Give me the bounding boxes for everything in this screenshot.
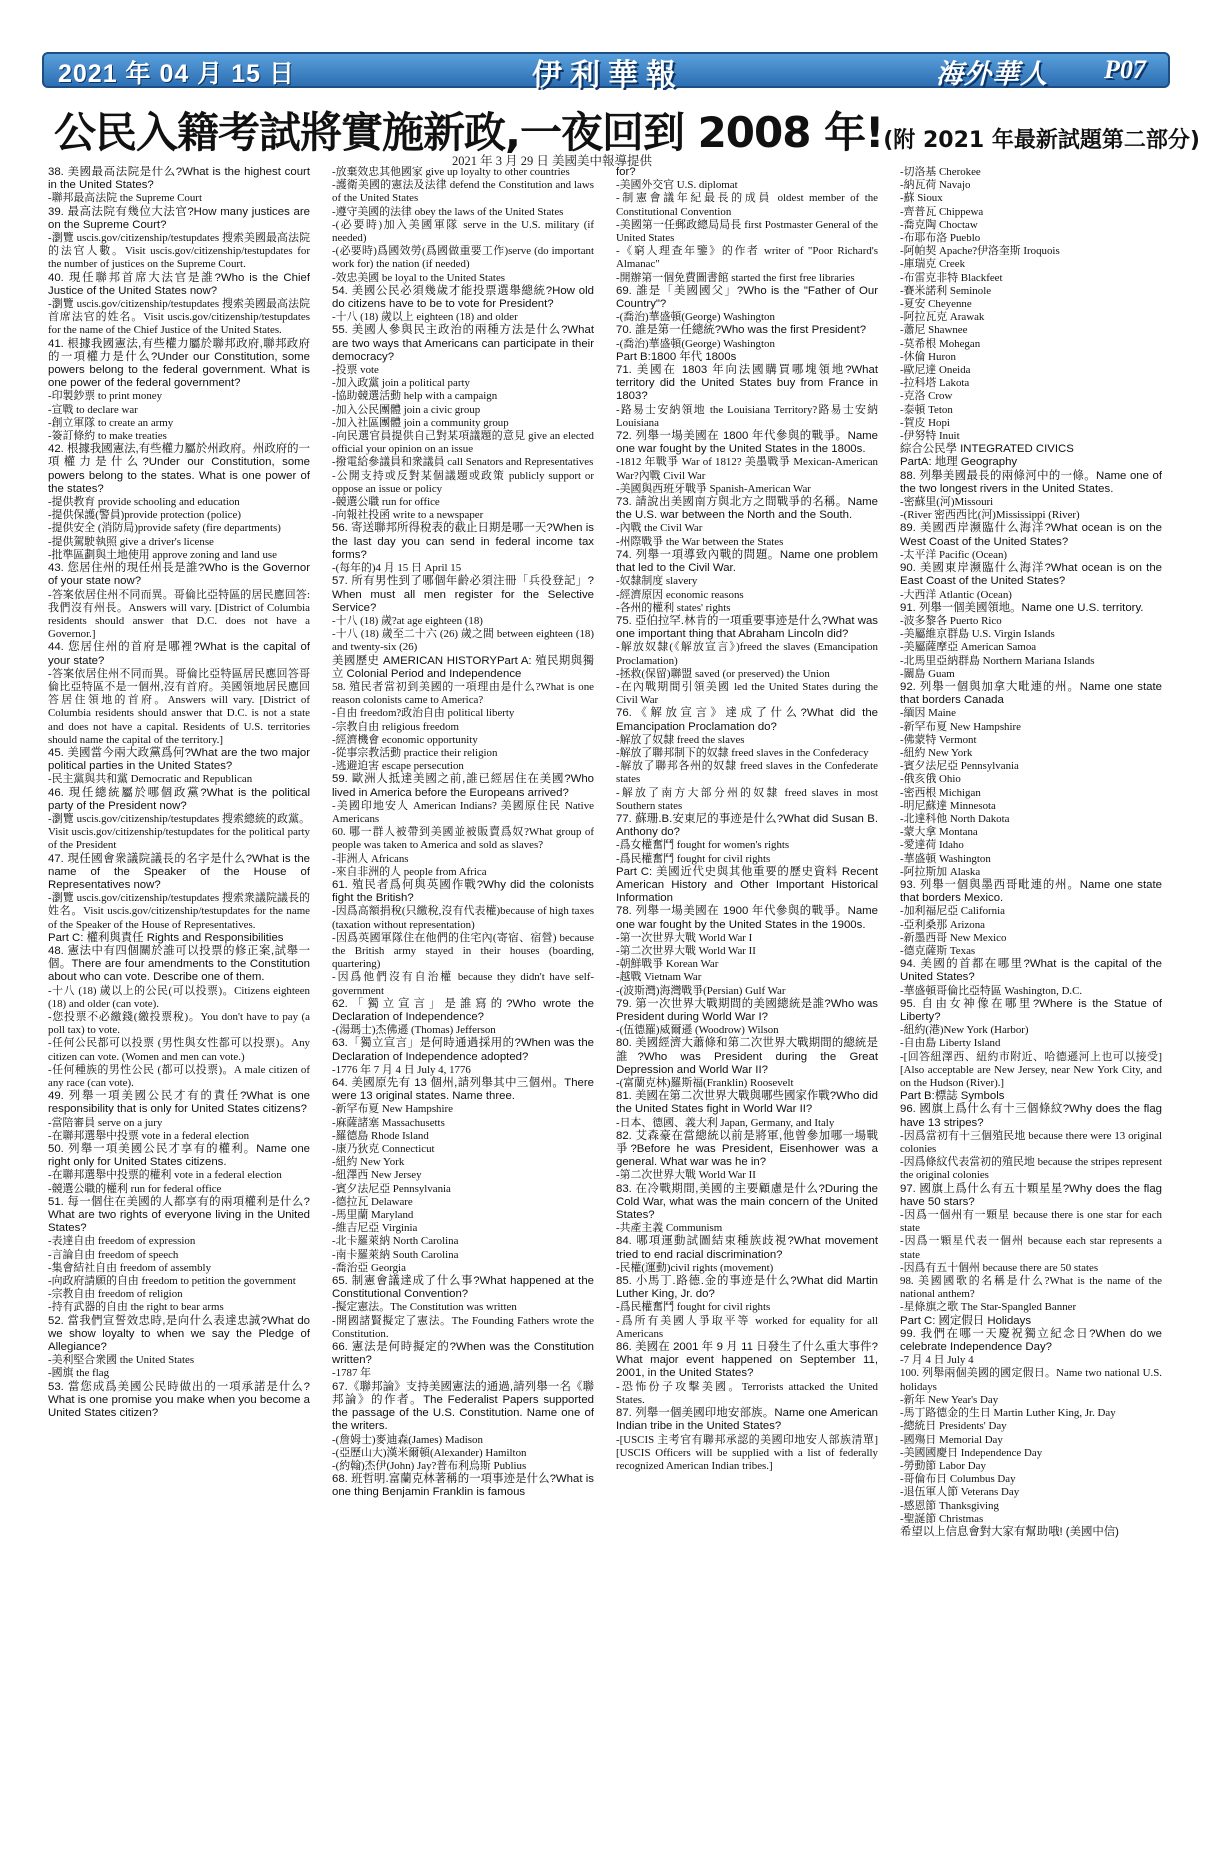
answer-text: -加入政黨 join a political party (332, 377, 470, 390)
answer-text: -賓夕法尼亞 Pennsylvania (900, 760, 1019, 773)
answer-text: -切洛基 Cherokee (900, 166, 981, 178)
answer-text: -表達自由 freedom of expression (48, 1235, 196, 1248)
answer-text: -阿拉瓦克 Arawak (900, 311, 985, 324)
answer-text: -在聯邦選舉中投票 vote in a federal election (48, 1129, 250, 1142)
answer-text: -布雷克非特 Blackfeet (900, 271, 1003, 284)
question-text: 84. 哪項運動試圖結束種族歧視?What movement tried to end racial discrimination? (616, 1235, 878, 1261)
column-4 (900, 166, 1162, 1856)
answer-text: -爲女權奮鬥 fought for women's rights (616, 839, 790, 852)
question-text: 93. 列舉一個與墨西哥毗連的州。Name one state that borders Mexico. (900, 878, 1162, 905)
answer-text: -第二次世界大戰 World War II (616, 1169, 756, 1182)
answer-text: -美國印地安人 American Indians? 美國原住民 Native Americans (332, 799, 594, 825)
answer-text: -逃避迫害 escape persecution (332, 760, 464, 773)
answer-text: -(喬治)華盛頓(George) Washington (616, 311, 775, 324)
question-text: 38. 美國最高法院是什么?What is the highest court in the United States? (48, 166, 310, 192)
question-text: 55. 美國人參與民主政治的兩種方法是什么?What are two ways that Americans can participate in their democracy? (332, 324, 594, 363)
column-1 (48, 166, 310, 1856)
section-heading: Part B:標誌 Symbols (900, 1090, 1005, 1103)
question-text: 45. 美國當今兩大政黨爲何?What are the two major political parties in the United States? (48, 746, 310, 773)
section-heading: Part B:1800 年代 1800s (616, 350, 737, 363)
answer-text: -康乃狄克 Connecticut (332, 1143, 435, 1156)
question-text: 67.《聯邦論》支持美國憲法的通過,請列舉一名《聯邦論》的作者。The Federalist Papers supported the passage of the U.S. Constitution. Name one of the writers. (332, 1380, 594, 1433)
answer-text: -聖誕節 Christmas (900, 1512, 984, 1525)
question-text: 92. 列舉一個與加拿大毗連的州。Name one state that borders Canada (900, 680, 1162, 707)
answer-text: -從事宗教活動 practice their religion (332, 746, 498, 759)
page-number: P07 (1104, 55, 1146, 84)
answer-text: -布耶布洛 Pueblo (900, 232, 981, 245)
answer-text: -當陪審員 serve on a jury (48, 1116, 163, 1129)
answer-text: -密蘇里(河)Missouri (900, 496, 994, 509)
answer-text: -華盛頓 Washington (900, 852, 991, 865)
question-text: 73. 請說出美國南方與北方之間戰爭的名稱。Name the U.S. war between the North and the South. (616, 496, 878, 522)
answer-text: -退伍軍人節 Veterans Day (900, 1486, 1020, 1499)
question-text: 97. 國旗上爲什么有五十顆星星?Why does the flag have 50 stars? (900, 1182, 1162, 1208)
answer-text: -投票 vote (332, 364, 379, 377)
question-text: 65. 制憲會議達成了什么事?What happened at the Constitutional Convention? (332, 1275, 594, 1301)
question-text: 63.「獨立宣言」是何時通過採用的?When was the Declaration of Independence adopted? (332, 1037, 594, 1063)
answer-text: -紐約(港)New York (Harbor) (900, 1024, 1029, 1037)
answer-text: -(湯瑪士)杰佛遜 (Thomas) Jefferson (332, 1024, 496, 1037)
question-text: 62.「獨立宣言」是誰寫的?Who wrote the Declaration of Independence? (332, 997, 594, 1023)
question-text: 40. 現任聯邦首席大法官是誰?Who is the Chief Justice of the United States now? (48, 271, 310, 297)
answer-text: 100. 列舉兩個美國的國定假日。Name two national U.S. holidays (900, 1367, 1162, 1393)
answer-text: -拯救(保留)聯盟 saved (or preserved) the Union (616, 667, 830, 680)
answer-text: -馬丁路德金的生日 Martin Luther King, Jr. Day (900, 1407, 1116, 1420)
answer-text: -制憲會議年紀最長的成員 oldest member of the Constitutional Convention (616, 192, 878, 218)
answer-text: -[USCIS 主考官有聯邦承認的美國印地安人部族清單][USCIS Officers will be supplied with a list of federally recognized American Indian tribes.] (616, 1433, 878, 1472)
answer-text: -提供安全 (消防局)provide safety (fire departments) (48, 522, 281, 535)
answer-text: -1776 年 7 月 4 日 July 4, 1776 (332, 1063, 471, 1076)
section-heading: 美國歷史 AMERICAN HISTORYPart A: 殖民期與獨立 Colonial Period and Independence (332, 654, 594, 680)
question-text: 88. 列舉美國最長的兩條河中的一條。Name one of the two longest rivers in the United States. (900, 469, 1162, 495)
answer-text: -內戰 the Civil War (616, 522, 703, 535)
answer-text: -德拉瓦 Delaware (332, 1195, 413, 1208)
answer-text: -(必要時)爲國效勞(爲國做重要工作)serve (do important work for) the nation (if needed) (332, 245, 594, 271)
answer-text: -(亞歷山大)漢米爾頓(Alexander) Hamilton (332, 1446, 527, 1459)
answer-text: -爲民權奮鬥 fought for civil rights (616, 1301, 771, 1314)
section-heading: PartA: 地理 Geography (900, 456, 1018, 469)
question-text: 86. 美國在 2001 年 9 月 11 日發生了什么重大事件?What major event happened on September 11, 2001, in the United States? (616, 1341, 878, 1380)
answer-text: -感恩節 Thanksgiving (900, 1499, 999, 1512)
answer-text: -勞動節 Labor Day (900, 1459, 986, 1472)
answer-text: -北達科他 North Dakota (900, 812, 1010, 825)
answer-text: -在內戰期間引領美國 led the United States during the Civil War (616, 680, 878, 707)
answer-text: -太平洋 Pacific (Ocean) (900, 548, 1008, 561)
answer-text: -國旗 the flag (48, 1367, 110, 1380)
question-text: 80. 美國經濟大蕭條和第二次世界大戰期間的總統是誰?Who was President during the Great Depression and World War II? (616, 1037, 878, 1076)
answer-text: -馬里蘭 Maryland (332, 1209, 414, 1222)
question-text: 49. 列舉一項美國公民才有的責任?What is one responsibility that is only for United States citizens? (48, 1090, 310, 1116)
answer-text: -奴隸制度 slavery (616, 575, 698, 588)
answer-text: -[回答紐澤西、紐約市附近、哈德遜河上也可以接受][Also acceptable are New Jersey, near New York City, and on the Hudson (River).] (900, 1050, 1162, 1090)
answer-text: -解放了奴隸 freed the slaves (616, 733, 745, 746)
answer-text: -因爲條紋代表當初的殖民地 because the stripes represent the original colonies (900, 1156, 1162, 1182)
answer-text: -美國與西班牙戰爭 Spanish-American War (616, 482, 811, 495)
answer-text: -印製鈔票 to print money (48, 390, 163, 403)
answer-text: -關島 Guam (900, 667, 955, 680)
question-text: 56. 寄送聯邦所得稅表的截止日期是哪一天?When is the last day you can send in federal income tax forms? (332, 522, 594, 561)
answer-text: -華盛頓哥倫比亞特區 Washington, D.C. (900, 984, 1083, 997)
answer-text: -美屬維京群島 U.S. Virgin Islands (900, 628, 1055, 641)
question-text: 42. 根據我國憲法,有些權力屬於州政府。州政府的一項權力是什么?Under our Constitution, some powers belong to the states. What is one power of the states? (48, 443, 310, 495)
question-text: 77. 蘇珊.B.安東尼的事迹是什么?What did Susan B. Anthony do? (616, 812, 878, 839)
section-heading: Part C: 權利與責任 Rights and Responsibilities (48, 931, 284, 944)
question-text: 57. 所有男性到了哪個年齡必須注冊「兵役登記」?When must all men register for the Selective Service? (332, 575, 594, 614)
answer-text: -爲所有美國人爭取平等 worked for equality for all Americans (616, 1314, 878, 1340)
answer-text: -總統日 Presidents' Day (900, 1420, 1007, 1433)
question-text: Part C: 美國近代史與其他重要的歷史資料 Recent American History and Other Important Historical Information (616, 865, 878, 905)
answer-text: -向民選官員提供自己對某項議題的意見 give an elected official your opinion on an issue (332, 430, 594, 456)
answer-text: -撥電給參議員和衆議員 call Senators and Representatives (332, 456, 594, 469)
answer-text: -賽米諾利 Seminole (900, 284, 992, 297)
question-text: 83. 在冷戰期間,美國的主要顧慮是什么?During the Cold War, what was the main concern of the United States? (616, 1182, 878, 1222)
question-text: 51. 每一個住在美國的人都享有的兩項權利是什么?What are two rights of everyone living in the United States? (48, 1195, 310, 1235)
answer-text: -蘇 Sioux (900, 192, 943, 205)
section-heading: 希望以上信息會對大家有幫助哦! (美國中信) (900, 1525, 1119, 1538)
answer-text: -瀏覽 uscis.gov/citizenship/testupdates 搜索美國最高法院的法官人數。Visit uscis.gov/citizenship/testupdates for the number of justices on the Supreme Court. (48, 232, 310, 271)
answer-text: -解放了聯邦各州的奴隸 freed slaves in the Confederate states (616, 760, 878, 786)
answer-text: -加利福尼亞 California (900, 905, 1005, 918)
question-text: 95. 自由女神像在哪里?Where is the Statue of Liberty? (900, 997, 1162, 1023)
answer-text: -賓夕法尼亞 Pennsylvania (332, 1182, 451, 1195)
answer-text: -因爲他們沒有自治權 because they didn't have self-government (332, 971, 594, 997)
answer-text: -新年 New Year's Day (900, 1393, 999, 1406)
answer-text: -佛蒙特 Vermont (900, 733, 977, 746)
section-name: 海外華人 (936, 59, 1048, 90)
answer-text: -十八 (18) 歲以上 eighteen (18) and older (332, 311, 518, 324)
answer-text: -(River 密西西比(河)Mississippi (River) (900, 509, 1080, 522)
answer-text: -因爲高額捐稅(只繳稅,沒有代表權)because of high taxes (taxation without representation) (332, 905, 594, 931)
question-text: 54. 美國公民必須幾歲才能投票選舉總統?How old do citizens have to be to vote for President? (332, 284, 594, 311)
question-text: 66. 憲法是何時擬定的?When was the Constitution written? (332, 1341, 594, 1367)
answer-text: -簽訂條約 to make treaties (48, 430, 167, 443)
answer-text: -加入社區團體 join a community group (332, 416, 509, 429)
answer-text: -伊努特 Inuit (900, 430, 960, 443)
question-text: 43. 您居住州的現任州長是誰?Who is the Governor of your state now? (48, 562, 310, 588)
answer-text: -因爲一顆星代表一個州 because each star represents a state (900, 1235, 1162, 1261)
answer-text: -批準區劃與土地使用 approve zoning and land use (48, 548, 277, 561)
answer-text: -紐澤西 New Jersey (332, 1169, 422, 1182)
issue-date: 2021 年 04 月 15 日 (58, 60, 295, 88)
answer-text: -賀皮 Hopi (900, 416, 950, 429)
answer-text: -星條旗之歌 The Star-Spangled Banner (900, 1301, 1077, 1314)
question-text: 52. 當我們宣誓效忠時,是向什么表達忠誠?What do we show loyalty to when we say the Pledge of Allegiance? (48, 1314, 310, 1354)
answer-text: -美國外交官 U.S. diplomat (616, 179, 738, 192)
answer-text: -麻薩諸塞 Massachusetts (332, 1116, 445, 1129)
answer-text: -瀏覽 uscis.gov/citizenship/testupdates 搜索美國最高法院首席法官的姓名。Visit uscis.gov/citizenship/testupdates for the name of the Chief Justice of the United States. (48, 298, 310, 337)
answer-text: -紐約 New York (332, 1156, 405, 1169)
answer-text: -北卡羅萊納 North Carolina (332, 1235, 459, 1248)
answer-text: -第一次世界大戰 World War I (616, 931, 753, 944)
question-text: 75. 亞伯拉罕.林肯的一項重要事迹是什么?What was one important thing that Abraham Lincoln did? (616, 614, 878, 641)
answer-text: -北馬里亞納群島 Northern Mariana Islands (900, 654, 1095, 667)
question-text: 85. 小馬丁.路德.金的事迹是什么?What did Martin Luther King, Jr. do? (616, 1275, 878, 1301)
answer-text: -夏安 Cheyenne (900, 298, 972, 311)
question-text: 48. 憲法中有四個關於誰可以投票的修正案,試舉一個。There are four amendments to the Constitution about who can vote. Describe one of them. (48, 944, 310, 984)
answer-text: -7 月 4 日 July 4 (900, 1354, 974, 1367)
answer-text: -羅德島 Rhode Island (332, 1129, 429, 1142)
answer-text: -提供教育 provide schooling and education (48, 496, 240, 509)
question-text: 64. 美國原先有 13 個州,請列舉其中三個州。There were 13 original states. Name three. (332, 1077, 594, 1103)
answer-text: -言論自由 freedom of speech (48, 1248, 179, 1261)
question-text: 79. 第一次世界大戰期間的美國總統是誰?Who was President during World War I? (616, 997, 878, 1023)
answer-text: -自由 freedom?政治自由 political liberty (332, 707, 515, 720)
answer-text: -泰頓 Teton (900, 403, 953, 416)
answer-text: -恐怖份子攻擊美國。Terrorists attacked the United States. (616, 1380, 878, 1406)
column-3 (616, 166, 878, 1856)
answer-text: -瀏覽 uscis.gov/citizenship/testupdates 搜索總統的政黨。Visit uscis.gov/citizenship/testupdates for the political party of the President (48, 812, 310, 852)
answer-text: -因爲一個州有一顆星 because there is one star for each state (900, 1209, 1162, 1235)
answer-text: -波多黎各 Puerto Rico (900, 614, 1002, 627)
answer-text: -集會結社自由 freedom of assembly (48, 1261, 212, 1274)
answer-text: -1812 年戰爭 War of 1812? 美墨戰爭 Mexican-American War?內戰 Civil War (616, 456, 878, 482)
answer-text: -因爲英國軍隊住在他們的住宅內(寄宿、宿營) because the British army stayed in their houses (boarding, quartering) (332, 931, 594, 971)
answer-text: -提供駕駛執照 give a driver's license (48, 535, 214, 548)
answer-text: -自由島 Liberty Island (900, 1037, 1001, 1050)
answer-text: -美國國慶日 Independence Day (900, 1446, 1043, 1459)
answer-text: -遵守美國的法律 obey the laws of the United States (332, 205, 564, 218)
answer-text: -歐尼達 Oneida (900, 364, 971, 377)
answer-text: -新罕布夏 New Hampshire (332, 1103, 453, 1116)
answer-text: -密西根 Michigan (900, 786, 981, 799)
answer-text: -南卡羅萊納 South Carolina (332, 1248, 459, 1261)
question-text: 89. 美國西岸濒臨什么海洋?What ocean is on the West Coast of the United States? (900, 522, 1162, 548)
answer-text: -哥倫布日 Columbus Day (900, 1473, 1016, 1486)
answer-text: -加入公民團體 join a civic group (332, 403, 481, 416)
answer-text: -任何種族的男性公民 (都可以投票)。A male citizen of any race (can vote). (48, 1063, 310, 1090)
answer-text: -向政府請願的自由 freedom to petition the government (48, 1275, 296, 1288)
answer-text: -因爲有五十個州 because there are 50 states (900, 1261, 1099, 1274)
answer-text: -答案依居住州不同而異。哥倫比亞特區居民應回答哥倫比亞特區不是一個州,沒有首府。美國領地居民應回答居住領地的首府。Answers will vary. [District of Columbia residents should answer that D.C. is not a state and does not have a capital. Residents of U.S. territories should name the capital of the territory.] (48, 667, 310, 746)
answer-text: -解放了聯邦制下的奴隸 freed slaves in the Confederacy (616, 746, 869, 759)
question-text: 90. 美國東岸濒臨什么海洋?What ocean is on the East Coast of the United States? (900, 562, 1162, 588)
answer-text: -(富蘭克林)羅斯福(Franklin) Roosevelt (616, 1077, 794, 1090)
answer-text: -路易士安納領地 the Louisiana Territory?路易士安納 Louisiana (616, 403, 878, 429)
question-text: 70. 誰是第一任總統?Who was the first President? (616, 324, 867, 337)
question-text: 94. 美國的首都在哪里?What is the capital of the United States? (900, 958, 1162, 984)
newspaper-name: 伊利華報 (532, 58, 684, 93)
answer-text: -國殤日 Memorial Day (900, 1433, 1003, 1446)
article-body (48, 166, 1172, 1856)
answer-text: -《窮人理查年鑒》的作者 writer of "Poor Richard's Almanac" (616, 245, 878, 271)
question-text: 69. 誰是「美國國父」?Who is the "Father of Our Country"? (616, 284, 878, 311)
answer-text: -阿帕契 Apache?伊洛奎斯 Iroquois (900, 245, 1060, 258)
answer-text: -持有武器的自由 the right to bear arms (48, 1301, 224, 1314)
question-text: 59. 歐洲人抵達美國之前,誰已經居住在美國?Who lived in America before the Europeans arrived? (332, 773, 594, 799)
question-text: 44. 您居住州的首府是哪裡?What is the capital of your state? (48, 641, 310, 667)
answer-text: -明尼蘇達 Minnesota (900, 799, 996, 812)
answer-text: -(必要時)加入美國軍隊 serve in the U.S. military (if needed) (332, 218, 594, 245)
question-text: 82. 艾森豪在當總統以前是將軍,他曾參加哪一場戰爭?Before he was President, Eisenhower was a general. What war was he in? (616, 1129, 878, 1169)
answer-text: -您投票不必繳錢(繳投票稅)。You don't have to pay (a poll tax) to vote. (48, 1011, 310, 1037)
answer-text: -大西洋 Atlantic (Ocean) (900, 588, 1012, 601)
answer-text: -美國第一任郵政總局局長 first Postmaster General of the United States (616, 218, 878, 245)
answer-text: -莫希根 Mohegan (900, 337, 981, 350)
section-heading: Part C: 國定假日 Holidays (900, 1314, 1032, 1327)
answer-text: -民權(運動)civil rights (movement) (616, 1261, 774, 1274)
question-text: 68. 班哲明.富蘭克林著稱的一項事迹是什么?What is one thing Benjamin Franklin is famous (332, 1473, 594, 1499)
section-heading: 綜合公民學 INTEGRATED CIVICS (900, 443, 1074, 456)
answer-text: -經濟原因 economic reasons (616, 588, 744, 601)
question-text: 39. 最高法院有幾位大法官?How many justices are on the Supreme Court? (48, 205, 310, 231)
question-text: 96. 國旗上爲什么有十三個條紋?Why does the flag have 13 stripes? (900, 1103, 1162, 1129)
question-text: 76.《解放宣言》達成了什么?What did the Emancipation Proclamation do? (616, 707, 878, 733)
answer-text: -朝鮮戰爭 Korean War (616, 958, 719, 971)
question-text: 87. 列舉一個美國印地安部族。Name one American Indian tribe in the United States? (616, 1407, 878, 1433)
answer-text: -(喬治)華盛頓(George) Washington (616, 337, 775, 350)
answer-text: -民主黨與共和黨 Democratic and Republican (48, 773, 253, 786)
answer-text: -在聯邦選舉中投票的權利 vote in a federal election (48, 1169, 282, 1182)
answer-text: -擬定憲法。The Constitution was written (332, 1301, 517, 1314)
answer-text: -美屬薩摩亞 American Samoa (900, 641, 1037, 654)
answer-text: -喬治亞 Georgia (332, 1261, 406, 1274)
headline-main: 公民入籍考試將實施新政,一夜回到 2008 年! (54, 108, 884, 157)
answer-text: -(每年的)4 月 15 日 April 15 (332, 562, 462, 575)
answer-text: -答案依居住州不同而異。哥倫比亞特區的居民應回答:我們沒有州長。Answers will vary. [District of Columbia residents should answer that D.C. does not have a Governor.] (48, 588, 310, 641)
answer-text: -州際戰爭 the War between the States (616, 535, 784, 548)
answer-text: -共產主義 Communism (616, 1222, 723, 1235)
answer-text: -十八 (18) 歲至二十六 (26) 歲之間 between eighteen (18) and twenty-six (26) (332, 628, 594, 654)
answer-text: -(約翰)杰伊(John) Jay?普布利烏斯 Publius (332, 1459, 527, 1472)
answer-text: -開國諸賢擬定了憲法。The Founding Fathers wrote the Constitution. (332, 1314, 594, 1340)
answer-text: -向報社投函 write to a newspaper (332, 509, 484, 522)
column-2 (332, 166, 594, 1856)
answer-text: -提供保護(警員)provide protection (police) (48, 509, 241, 522)
answer-text: -經濟機會 economic opportunity (332, 733, 478, 746)
answer-text: -蒙大拿 Montana (900, 826, 978, 839)
answer-text: 98. 美國國歌的名稱是什么?What is the name of the national anthem? (900, 1275, 1162, 1301)
answer-text: -非洲人 Africans (332, 852, 409, 865)
question-text: 74. 列舉一項導致內戰的問題。Name one problem that led to the Civil War. (616, 548, 878, 575)
answer-text: -緬因 Maine (900, 707, 956, 720)
question-text: 81. 美國在第二次世界大戰與哪些國家作戰?Who did the United States fight in World War II? (616, 1090, 878, 1116)
answer-text: -解放奴隸(《解放宣言》)freed the slaves (Emancipation Proclamation) (616, 641, 878, 667)
answer-text: -(波斯灣)海灣戰爭(Persian) Gulf War (616, 984, 786, 997)
answer-text: -克洛 Crow (900, 390, 953, 403)
answer-text: -聯邦最高法院 the Supreme Court (48, 192, 202, 205)
answer-text: -宗教自由 freedom of religion (48, 1288, 183, 1301)
answer-text: -俄亥俄 Ohio (900, 773, 961, 786)
question-text: 71. 美國在 1803 年向法國購買哪塊領地?What territory did the United States buy from France in 1803? (616, 364, 878, 403)
answer-text: -效忠美國 be loyal to the United States (332, 271, 506, 284)
answer-text: -爲民權奮鬥 fought for civil rights (616, 852, 771, 865)
answer-text: -喬克陶 Choctaw (900, 218, 978, 231)
question-text: 47. 現任國會衆議院議長的名字是什么?What is the name of the Speaker of the House of Representatives now? (48, 852, 310, 891)
answer-text: -庫瑞克 Creek (900, 258, 966, 271)
answer-text: -競選公職的權利 run for federal office (48, 1182, 222, 1195)
answer-text: -護衛美國的憲法及法律 defend the Constitution and laws of the United States (332, 179, 594, 205)
answer-text: -創立軍隊 to create an army (48, 416, 174, 429)
question-text: 61. 殖民者爲何與英國作戰?Why did the colonists fight the British? (332, 878, 594, 905)
answer-text: -紐約 New York (900, 746, 973, 759)
question-text: 99. 我們在哪一天慶祝獨立紀念日?When do we celebrate Independence Day? (900, 1327, 1162, 1354)
question-text: 53. 當您成爲美國公民時做出的一項承諾是什么?What is one promise you make when you become a United States citizen? (48, 1380, 310, 1420)
question-text: 41. 根據我國憲法,有些權力屬於聯邦政府,聯邦政府的一項權力是什么?Under our Constitution, some powers belong to the federal government. What is one power of the federal government? (48, 337, 310, 390)
answer-text: -來自非洲的人 people from Africa (332, 865, 487, 878)
answer-text: 58. 殖民者當初到美國的一項理由是什么?What is one reason colonists came to America? (332, 680, 594, 707)
answer-text: -各州的權利 states' rights (616, 601, 731, 614)
answer-text: -競選公職 run for office (332, 496, 440, 509)
answer-text: -瀏覽 uscis.gov/citizenship/testupdates 搜索衆議院議長的姓名。Visit uscis.gov/citizenship/testupdates for the name of the Speaker of the House of Representatives. (48, 892, 310, 931)
answer-text: -開辦第一個免費圖書館 started the first free libraries (616, 271, 855, 284)
answer-text: -解放了南方大部分州的奴隸 freed slaves in most Southern states (616, 786, 878, 812)
answer-text: -十八 (18) 歲以上的公民(可以投票)。Citizens eighteen (18) and older (can vote). (48, 984, 310, 1010)
answer-text: -齊普瓦 Chippewa (900, 205, 984, 218)
answer-text: -美利堅合衆國 the United States (48, 1354, 195, 1367)
answer-text: -新墨西哥 New Mexico (900, 931, 1007, 944)
answer-text: -任何公民都可以投票 (男性與女性都可以投票)。Any citizen can vote. (Women and men can vote.) (48, 1037, 310, 1063)
answer-text: -越戰 Vietnam War (616, 971, 702, 984)
answer-text: -德克薩斯 Texas (900, 944, 976, 957)
headline-sub: (附 2021 年最新試題第二部分) (883, 128, 1200, 153)
answer-text: -1787 年 (332, 1367, 372, 1380)
answer-text: -放棄效忠其他國家 give up loyalty to other countries (332, 166, 570, 178)
answer-text: -休倫 Huron (900, 350, 956, 363)
question-text: 78. 列舉一場美國在 1900 年代參與的戰爭。Name one war fought by the United States in the 1900s. (616, 905, 878, 931)
answer-text: -協助競選活動 help with a campaign (332, 390, 498, 403)
answer-text: -因爲當初有十三個殖民地 because there were 13 original colonies (900, 1129, 1162, 1156)
answer-text: -第二次世界大戰 World War II (616, 944, 756, 957)
answer-text: -宗教自由 religious freedom (332, 720, 460, 733)
answer-text: -蕭尼 Shawnee (900, 324, 968, 337)
question-text: 46. 現任總統屬於哪個政黨?What is the political party of the President now? (48, 786, 310, 812)
answer-text: -亞利桑那 Arizona (900, 918, 985, 931)
answer-text: -阿拉斯加 Alaska (900, 865, 981, 878)
answer-text: -納瓦荷 Navajo (900, 179, 971, 192)
answer-text: -愛達荷 Idaho (900, 839, 964, 852)
answer-text: 60. 哪一群人被帶到美國並被販賣爲奴?What group of people was taken to America and sold as slaves? (332, 826, 594, 852)
answer-text: -公開支持或反對某個議題或政策 publicly support or oppose an issue or policy (332, 469, 594, 495)
answer-text: -維吉尼亞 Virginia (332, 1222, 418, 1235)
answer-text: -(詹姆士)麥迪森(James) Madison (332, 1433, 483, 1446)
question-text: for? (616, 166, 636, 178)
question-text: 50. 列舉一項美國公民才享有的權利。Name one right only for United States citizens. (48, 1143, 310, 1169)
answer-text: -新罕布夏 New Hampshire (900, 720, 1021, 733)
question-text: 91. 列舉一個美國領地。Name one U.S. territory. (900, 601, 1144, 614)
answer-text: -日本、德國、義大利 Japan, Germany, and Italy (616, 1116, 835, 1129)
answer-text: -十八 (18) 歲?at age eighteen (18) (332, 614, 483, 627)
answer-text: -拉科塔 Lakota (900, 377, 970, 390)
question-text: 72. 列舉一場美國在 1800 年代參與的戰爭。Name one war fought by the United States in the 1800s. (616, 430, 878, 456)
answer-text: -宣戰 to declare war (48, 403, 138, 416)
answer-text: -(伍德羅)威爾遜 (Woodrow) Wilson (616, 1024, 779, 1037)
article-dateline: 2021 年 3 月 29 日 美國美中報導提供 (452, 154, 653, 168)
